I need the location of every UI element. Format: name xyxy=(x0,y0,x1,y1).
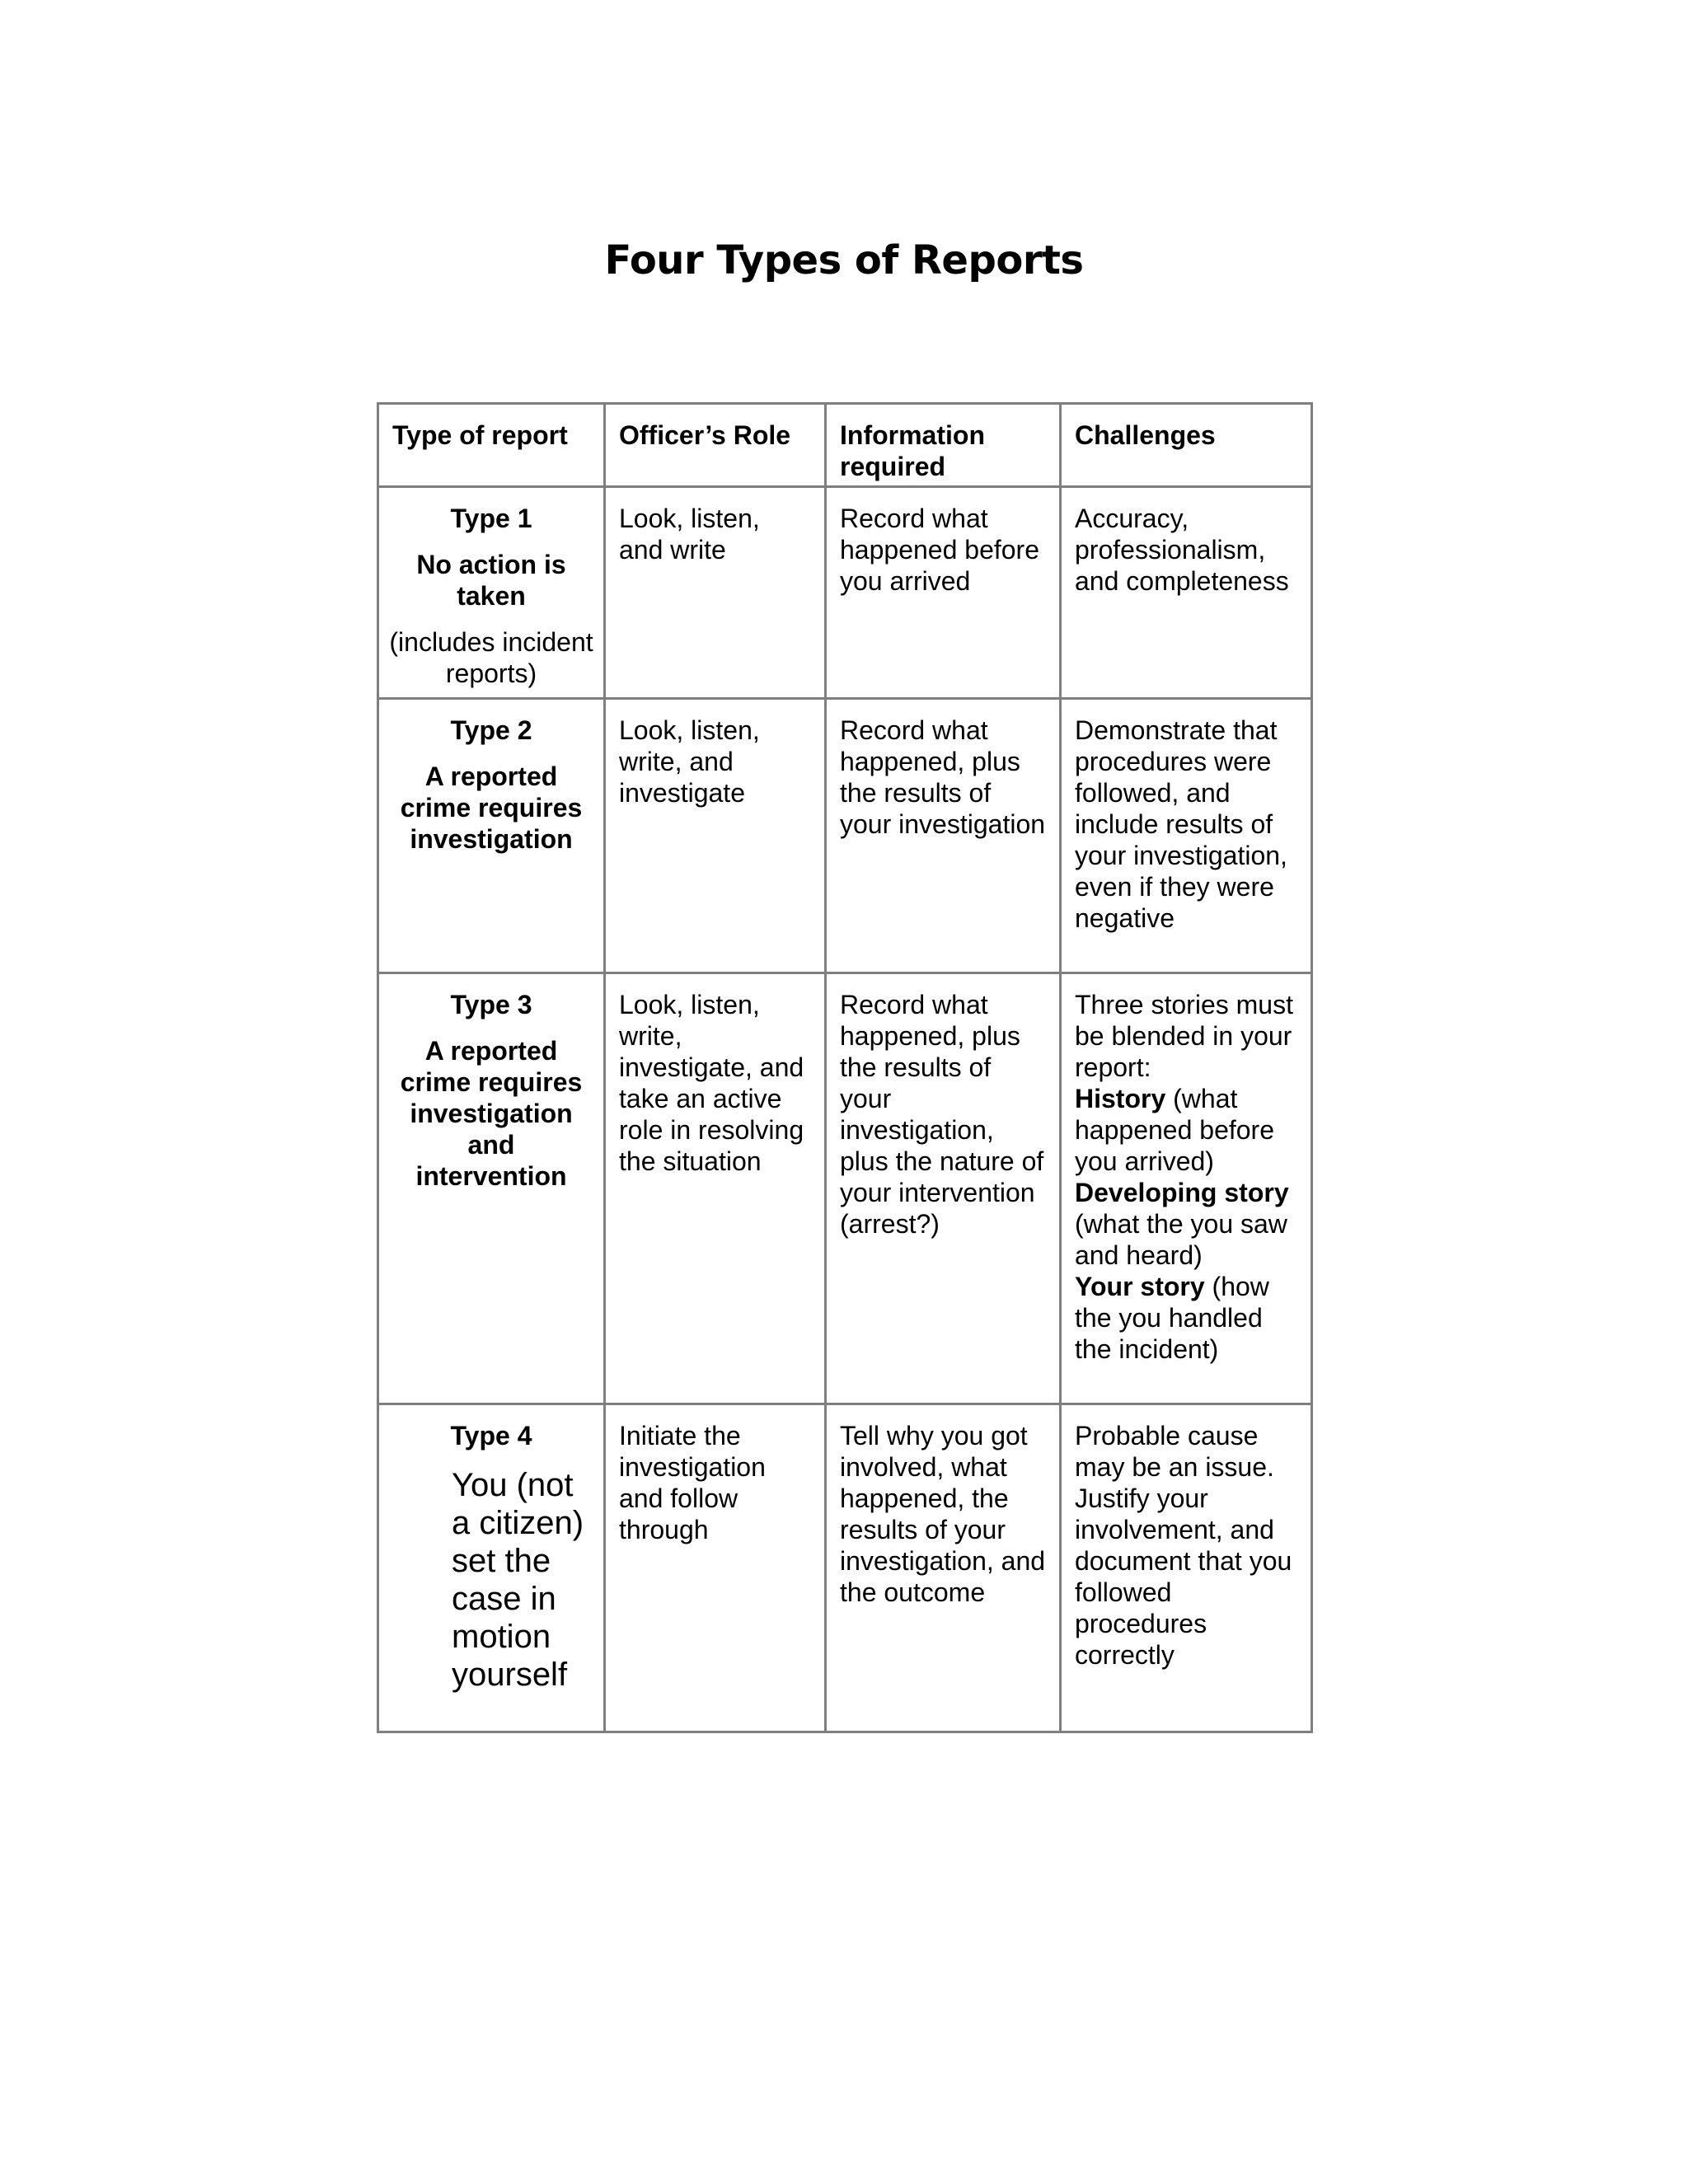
role-cell: Look, listen, write, and investigate xyxy=(605,699,826,973)
type-label: Type 1 xyxy=(450,504,532,533)
challenges-cell: Accuracy, professionalism, and completeness xyxy=(1061,487,1312,699)
info-cell: Record what happened before you arrived xyxy=(826,487,1061,699)
challenges-cell: Demonstrate that procedures were followed, and include results of your investigation, even if they were negative xyxy=(1061,699,1312,973)
header-information-required: Information required xyxy=(826,404,1061,487)
info-cell: Record what happened, plus the results of your investigation, plus the nature of your intervention (arrest?) xyxy=(826,973,1061,1404)
report-types-table xyxy=(377,402,1313,1733)
story-history-text: (what happened before you arrived) xyxy=(1075,1084,1274,1176)
page-title: Four Types of Reports xyxy=(604,237,1084,284)
type-description: A reported crime requires investigation and intervention xyxy=(400,1036,583,1191)
info-cell: Tell why you got involved, what happened, the results of your investigation, and the outcome xyxy=(826,1404,1061,1732)
story-history-label: History xyxy=(1075,1084,1166,1113)
header-type-of-report: Type of report xyxy=(378,404,605,487)
type-description: No action is taken xyxy=(416,550,566,611)
type-description: A reported crime requires investigation xyxy=(400,762,583,854)
challenges-intro: Three stories must be blended in your report: xyxy=(1075,990,1293,1082)
header-officers-role: Officer’s Role xyxy=(605,404,826,487)
header-challenges: Challenges xyxy=(1061,404,1312,487)
type-note: (includes incident reports) xyxy=(389,627,593,688)
type-description: You (not a citizen) set the case in motion yourself xyxy=(452,1467,584,1693)
role-cell: Initiate the investigation and follow through xyxy=(605,1404,826,1732)
type-cell xyxy=(378,699,605,973)
table-row xyxy=(378,1404,1312,1732)
info-cell: Record what happened, plus the results of your investigation xyxy=(826,699,1061,973)
story-yours-text: (how the you handled the incident) xyxy=(1075,1272,1269,1364)
table-row xyxy=(378,487,1312,699)
table-row xyxy=(378,973,1312,1404)
challenges-cell: Probable cause may be an issue. Justify your involvement, and document that you followed procedures correctly xyxy=(1061,1404,1312,1732)
table-header-row xyxy=(378,404,1312,487)
type-cell xyxy=(378,973,605,1404)
story-yours-label: Your story xyxy=(1075,1272,1205,1301)
type-label: Type 3 xyxy=(450,990,532,1019)
type-cell xyxy=(378,487,605,699)
challenges-cell xyxy=(1061,973,1312,1404)
story-developing-label: Developing story xyxy=(1075,1178,1289,1207)
role-cell: Look, listen, and write xyxy=(605,487,826,699)
story-developing-text: (what the you saw and heard) xyxy=(1075,1209,1287,1270)
type-label: Type 2 xyxy=(450,715,532,745)
type-cell xyxy=(378,1404,605,1732)
type-label: Type 4 xyxy=(450,1421,532,1451)
table-row xyxy=(378,699,1312,973)
role-cell: Look, listen, write, investigate, and take an active role in resolving the situation xyxy=(605,973,826,1404)
